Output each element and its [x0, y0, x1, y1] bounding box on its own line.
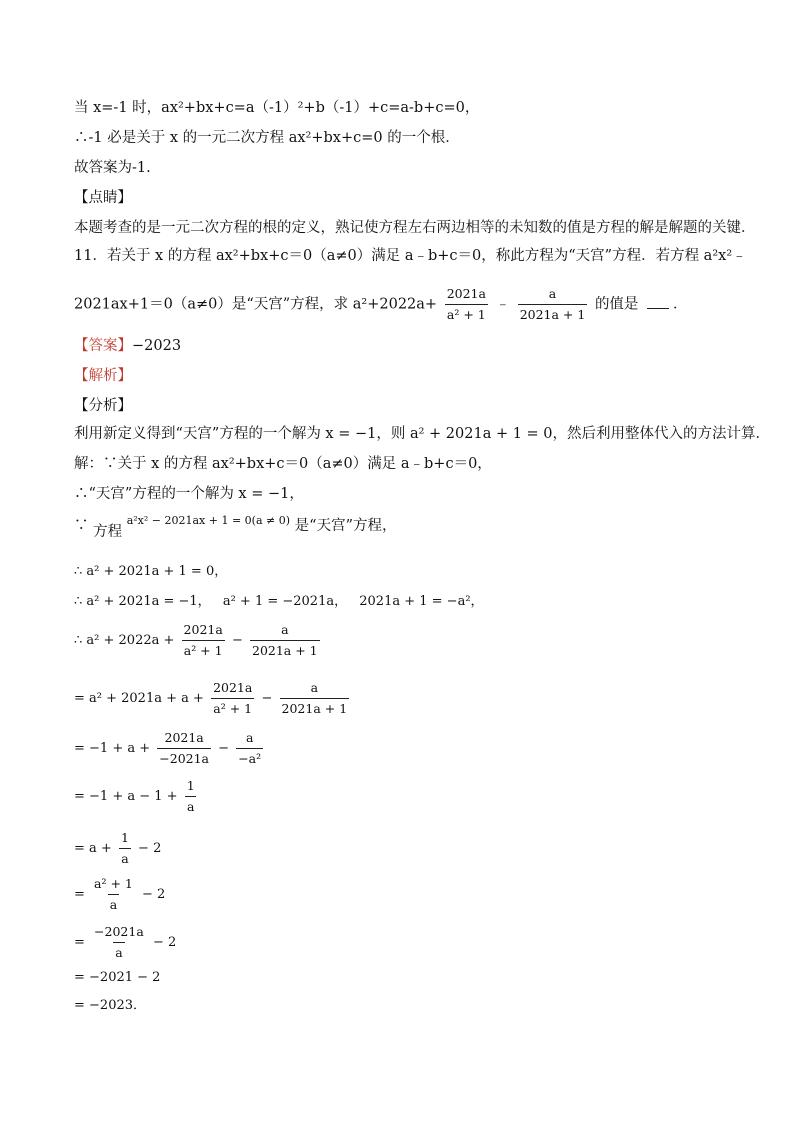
math-line: ∴ a² + 2021a + 1 = 0，: [74, 564, 228, 579]
text-line: [74, 514, 397, 540]
operator: ﹣: [495, 296, 511, 313]
question-text: 2021ax+1＝0（a≠0）是“天宫”方程，求 a²+2022a+: [74, 296, 438, 313]
denominator: a: [185, 796, 196, 815]
denominator: 2021a + 1: [518, 304, 588, 323]
numerator: −2021a: [94, 924, 144, 939]
fraction: [92, 924, 146, 961]
jiexi-label: 【解析】: [74, 368, 132, 384]
math-expr: − 2: [152, 935, 177, 950]
text: 是“天宫”方程，: [294, 518, 397, 534]
denominator: a² + 1: [182, 640, 225, 659]
fraction: [92, 876, 135, 913]
denominator: 2021a + 1: [280, 698, 350, 717]
answer-line: [74, 336, 181, 356]
operator: −: [231, 633, 243, 648]
math-expr: =: [74, 887, 85, 902]
math-line: [74, 876, 165, 913]
numerator: a² + 1: [94, 876, 133, 891]
math-expr: = a +: [74, 841, 112, 856]
answer-blank: [647, 296, 669, 309]
text-line: 当 x=-1 时，ax²+bx+c=a（-1）²+b（-1）+c=a-b+c=0，: [74, 100, 480, 116]
fraction: [250, 622, 320, 659]
denominator: a: [108, 894, 119, 913]
numerator: 1: [186, 778, 195, 793]
question-line: [74, 286, 688, 323]
math-expr: − 2: [138, 841, 162, 856]
text-line: ∴“天宫”方程的一个解为 x = −1，: [74, 486, 304, 502]
math-expr: − 2: [142, 887, 166, 902]
section-heading: 【分析】: [74, 398, 132, 414]
math-line: [74, 730, 266, 767]
denominator: −2021a: [157, 748, 211, 767]
denominator: 2021a + 1: [250, 640, 320, 659]
math-expr: ∴ a² + 2021a = −1，: [74, 594, 211, 609]
denominator: a: [119, 848, 130, 867]
math-expr: =: [74, 935, 85, 950]
operator: −: [218, 741, 230, 756]
math-line: = −2023．: [74, 998, 147, 1013]
question-text: 的值是: [594, 296, 639, 313]
text-line: 故答案为-1.: [74, 160, 151, 176]
section-heading: 【点睛】: [74, 190, 132, 206]
answer-label: 【答案】: [74, 338, 132, 354]
fraction: [185, 778, 197, 815]
fraction: [157, 730, 211, 767]
numerator: a: [281, 622, 289, 637]
math-expr: = −1 + a +: [74, 741, 151, 756]
text: 方程: [93, 524, 123, 540]
question-line: 11．若关于 x 的方程 ax²+bx+c＝0（a≠0）满足 a﹣b+c＝0，称此方程为“天宫”方程．若方程 a²x²﹣: [74, 248, 747, 264]
math-line: [74, 778, 200, 815]
denominator: a² + 1: [211, 698, 254, 717]
numerator: 2021a: [213, 680, 253, 695]
denominator: a: [113, 942, 124, 961]
math-line: [74, 622, 323, 659]
numerator: a: [245, 730, 254, 745]
fraction: [445, 286, 488, 323]
equation: a²x² − 2021ax + 1 = 0(a ≠ 0): [126, 514, 291, 527]
fraction: [211, 680, 254, 717]
fraction: [236, 730, 263, 767]
fraction: [119, 830, 131, 867]
text-line: ∴-1 必是关于 x 的一元二次方程 ax²+bx+c=0 的一个根．: [74, 130, 460, 146]
math-line: = −2021 − 2: [74, 970, 161, 985]
math-expr: a² + 2022a +: [86, 633, 175, 648]
answer-value: −2023: [132, 338, 182, 354]
fraction: [182, 622, 225, 659]
numerator: 2021a: [183, 622, 223, 637]
math-expr: = −1 + a − 1 +: [74, 789, 178, 804]
operator: −: [261, 691, 273, 706]
numerator: a: [548, 286, 557, 301]
text-line: 解：∵关于 x 的方程 ax²+bx+c＝0（a≠0）满足 a﹣b+c＝0，: [74, 456, 492, 472]
because-symbol: ∵: [74, 518, 89, 534]
numerator: 2021a: [164, 730, 204, 745]
denominator: a² + 1: [445, 304, 488, 323]
math-line: [74, 830, 161, 867]
fraction: [280, 680, 350, 717]
denominator: −a²: [236, 748, 263, 767]
math-line: [74, 592, 484, 612]
therefore-symbol: ∴: [74, 633, 83, 648]
math-line: [74, 924, 176, 961]
punctuation: ．: [673, 296, 688, 313]
math-expr: a² + 1 = −2021a，: [222, 594, 348, 609]
fraction: [518, 286, 588, 323]
math-expr: = a² + 2021a + a +: [74, 691, 204, 706]
text-line: 本题考查的是一元二次方程的根的定义，熟记使方程左右两边相等的未知数的值是方程的解是解题的关键．: [74, 220, 756, 236]
numerator: 1: [120, 830, 129, 845]
numerator: 2021a: [446, 286, 486, 301]
numerator: a: [310, 680, 319, 695]
text-line: 利用新定义得到“天宫”方程的一个解为 x = −1，则 a² + 2021a + 1 = 0，然后利用整体代入的方法计算．: [74, 426, 771, 442]
math-line: [74, 680, 352, 717]
math-expr: 2021a + 1 = −a²，: [359, 594, 484, 609]
